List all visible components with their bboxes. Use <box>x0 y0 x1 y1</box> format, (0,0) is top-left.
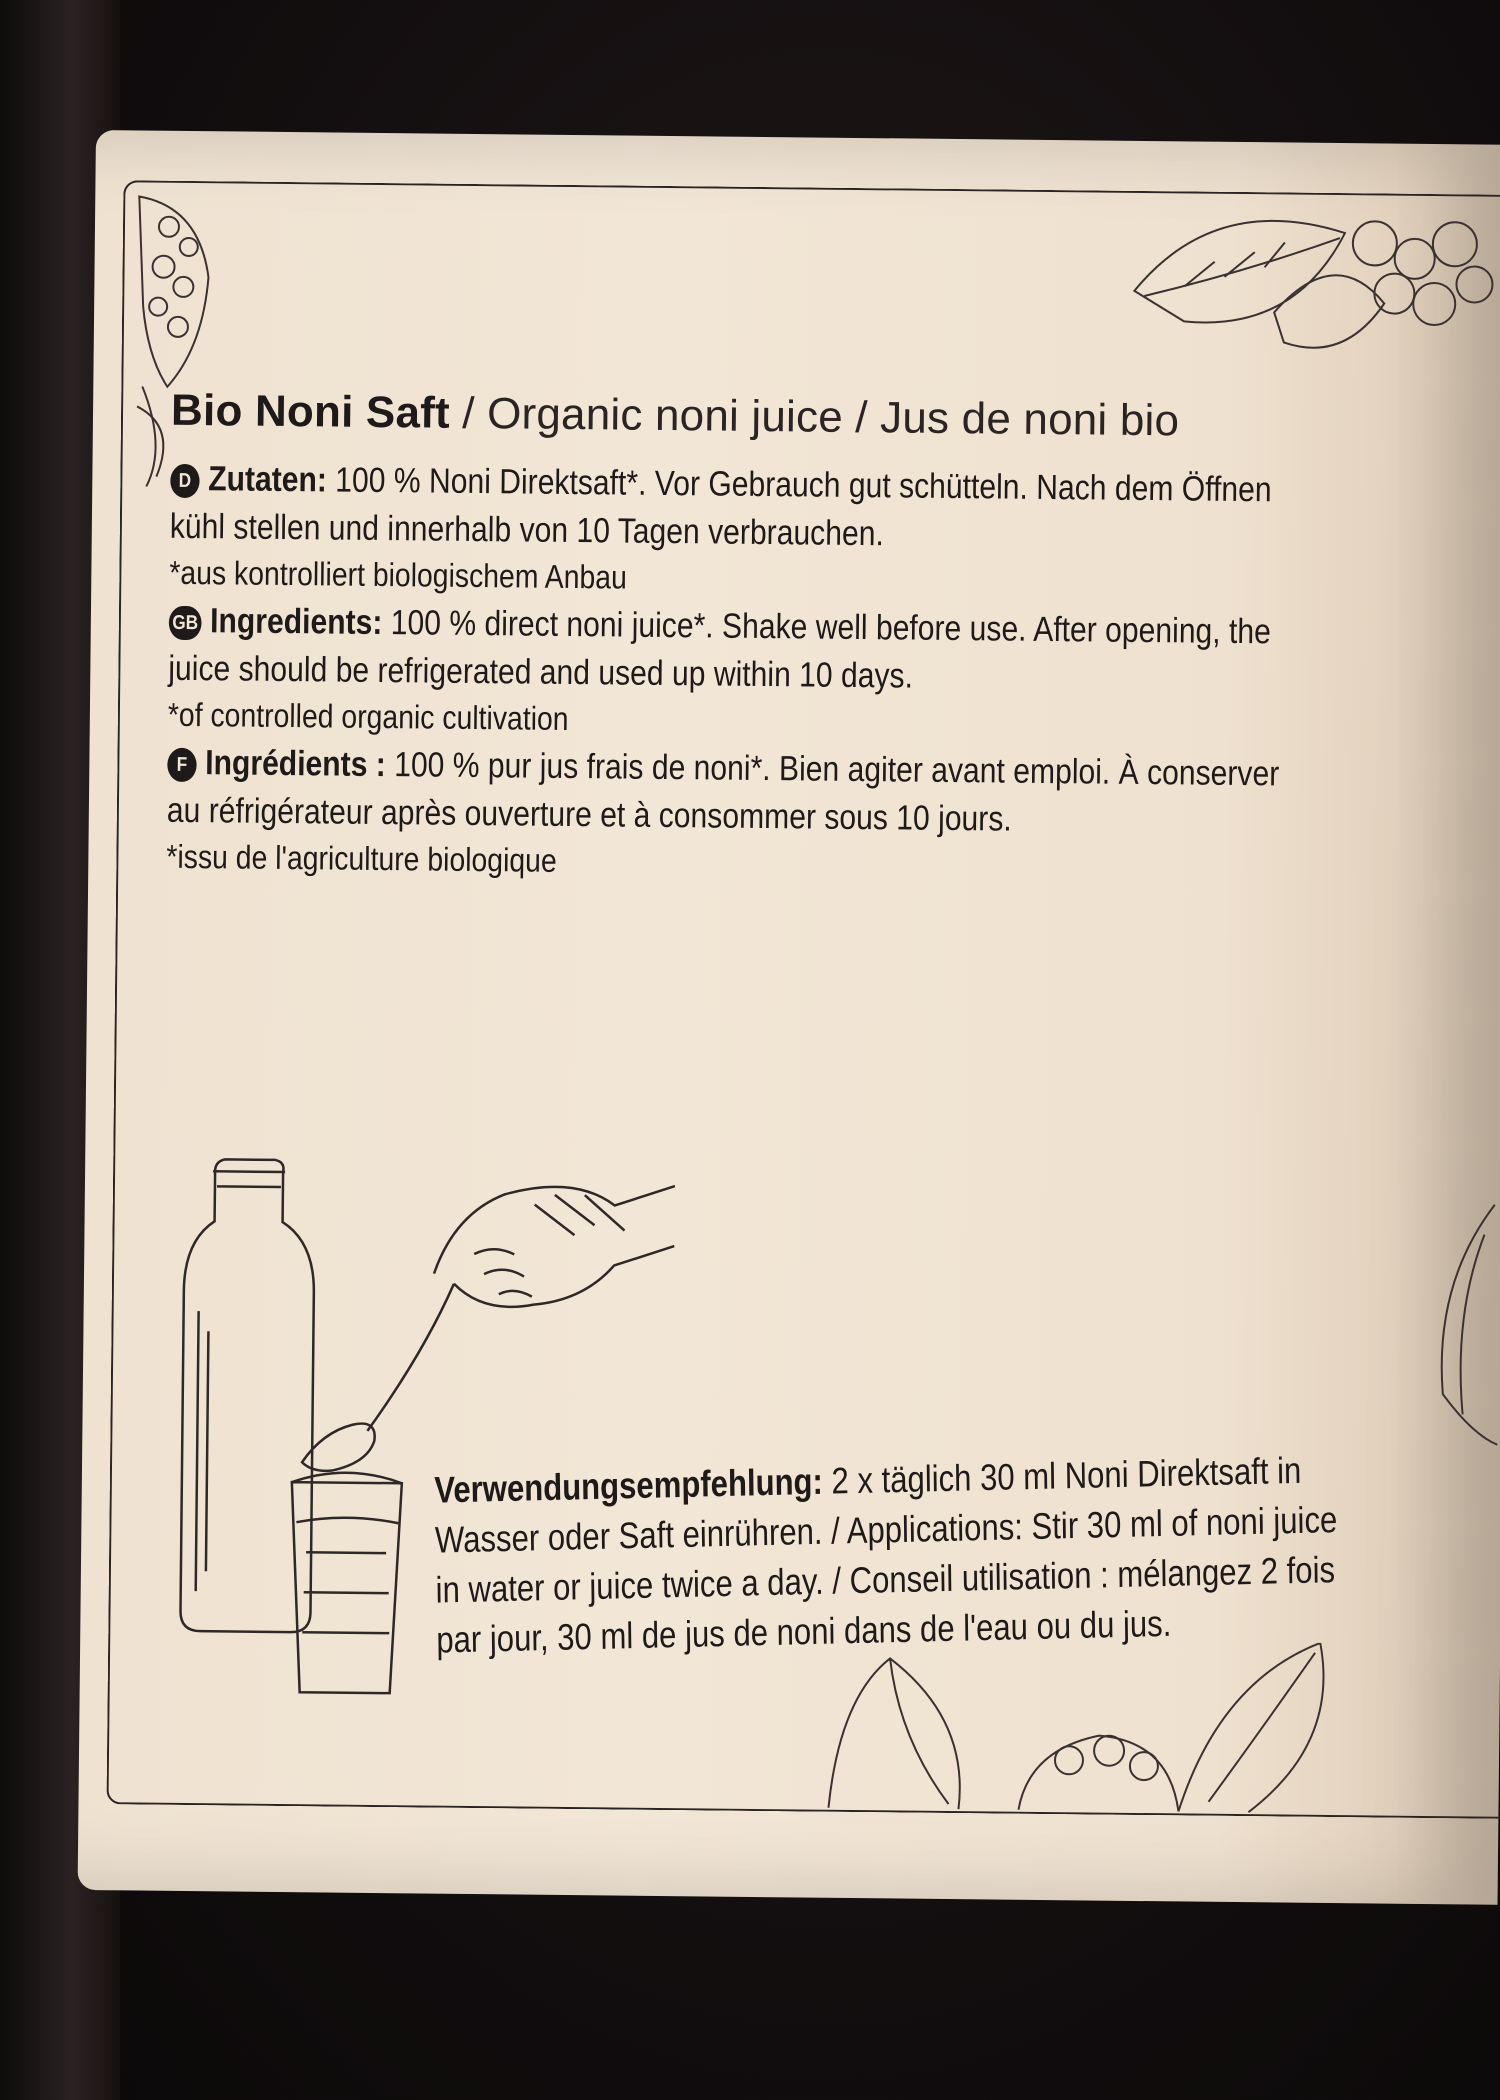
english-heading: Ingredients: <box>209 601 383 643</box>
german-heading: Zutaten: <box>207 459 328 500</box>
leaf-illustration-right <box>1422 1194 1500 1455</box>
usage-text: 2 x täglich 30 ml Noni Direktsaft in Wasser oder Saft einrühren. / Applications: Stir 30 ml of noni juice in water or juice twice a day. / Conseil utilisation : mélangez 2 fois par jour, 30 ml de jus de noni dans de l'eau ou du jus. <box>434 1449 1338 1661</box>
product-title <box>171 381 1322 453</box>
french-text: 100 % pur jus frais de noni*. Bien agiter avant emploi. À conserver au réfrigérateur après ouverture et à consommer sous 10 jours. <box>166 745 1280 839</box>
french-heading: Ingrédients : <box>205 743 387 785</box>
language-badge-de: D <box>170 464 200 498</box>
usage-heading: Verwendungsempfehlung: <box>434 1460 824 1511</box>
leaf-fruit-illustration-bottom <box>818 1638 1380 1824</box>
language-badge-f: F <box>167 748 197 782</box>
french-ingredients <box>167 739 1320 847</box>
product-label <box>78 130 1500 1905</box>
english-ingredients <box>168 597 1321 705</box>
german-text: 100 % Noni Direktsaft*. Vor Gebrauch gut schütteln. Nach dem Öffnen kühl stellen und innerhalb von 10 Tagen verbrauchen. <box>169 460 1272 554</box>
french-footnote: *issu de l'agriculture biologique <box>166 837 557 879</box>
english-footnote: *of controlled organic cultivation <box>167 695 569 737</box>
product-title-translations: / Organic noni juice / Jus de noni bio <box>449 388 1180 446</box>
product-title-bold: Bio Noni Saft <box>170 385 451 438</box>
english-text: 100 % direct noni juice*. Shake well before use. After opening, the juice should be refrigerated and used up within 10 days. <box>168 603 1272 696</box>
german-footnote: *aus kontrolliert biologischem Anbau <box>169 553 628 596</box>
leaf-fruit-illustration-top-right <box>1123 181 1500 385</box>
ingredients-text-block <box>166 381 1321 893</box>
usage-recommendation <box>434 1445 1361 1666</box>
german-ingredients <box>170 455 1323 563</box>
language-badge-gb: GB <box>169 606 202 640</box>
